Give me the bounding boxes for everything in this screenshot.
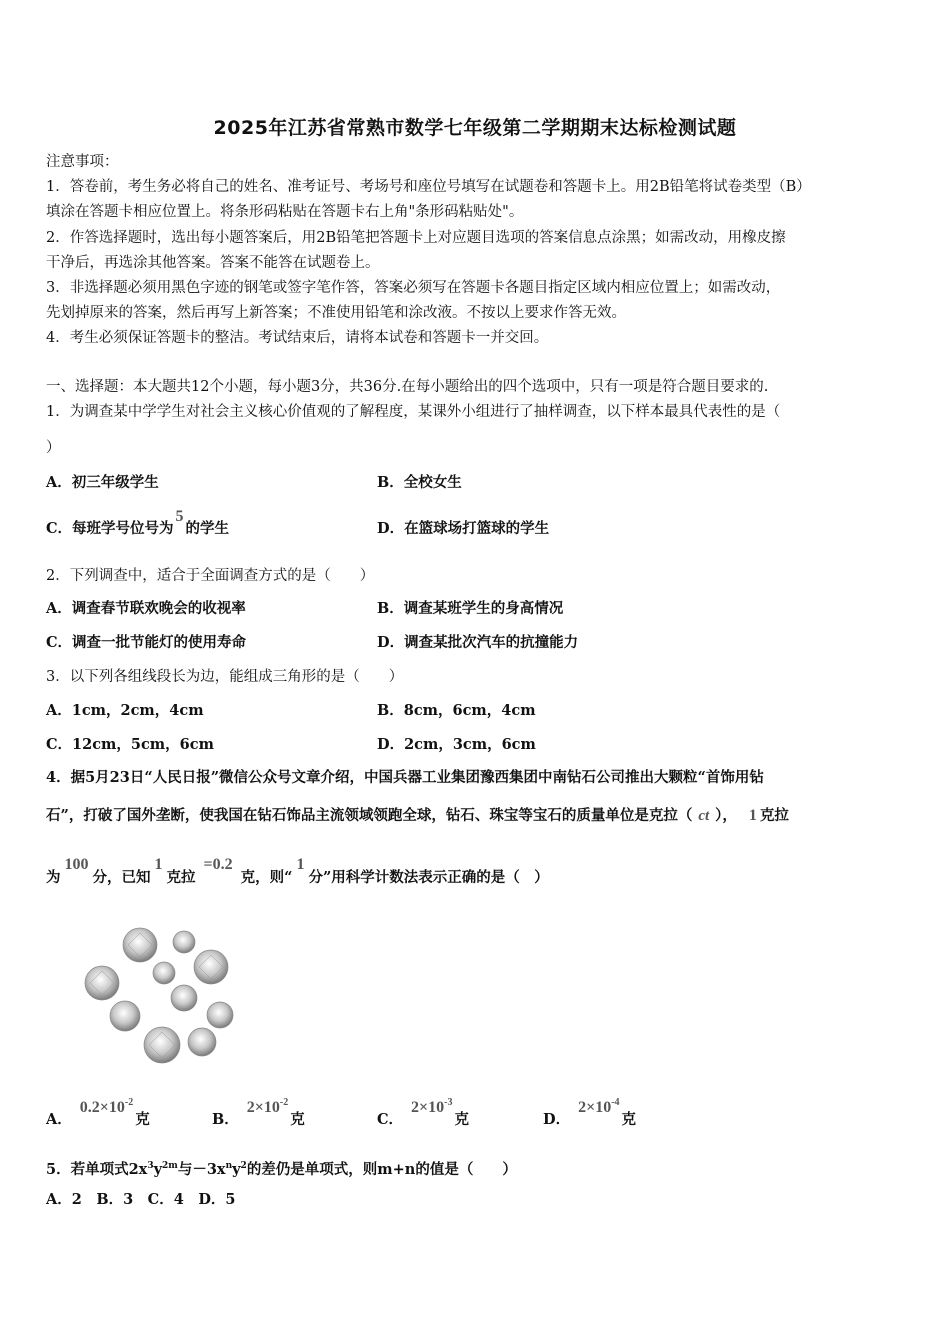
diamond xyxy=(188,1028,216,1056)
option-value xyxy=(80,1099,133,1116)
stem-text: 石”，打破了国外垄断，使我国在钻石饰品主流领域领跑全球，钻石、珠宝等宝石的质量单位是克拉（ xyxy=(46,807,693,824)
question-3-option-b: B．8cm，6cm，4cm xyxy=(377,702,536,719)
stem-text: 分，已知 xyxy=(92,869,151,886)
question-2-option-b: B．调查某班学生的身高情况 xyxy=(377,600,564,617)
option-c-suffix: 的学生 xyxy=(185,520,230,537)
notice-item-2: 2．作答选择题时，选出每小题答案后，用2B铅笔把答题卡上对应题目选项的答案信息点涂黑；如需改动，用橡皮擦 xyxy=(46,230,786,246)
carat-symbol: ct xyxy=(698,808,710,824)
stem-text: ）， xyxy=(715,807,737,824)
option-value xyxy=(578,1099,619,1116)
option-label: A． xyxy=(46,1111,72,1128)
question-1-option-c xyxy=(46,508,230,539)
question-3-stem: 3．以下列各组线段长为边，能组成三角形的是（ ） xyxy=(46,669,404,685)
option-label: B． xyxy=(212,1111,239,1128)
option-value xyxy=(247,1099,288,1116)
one-value: 1 xyxy=(154,856,163,873)
notice-heading: 注意事项： xyxy=(46,154,119,170)
option-c-number: 5 xyxy=(175,508,184,525)
option-c-prefix: C．每班学号位号为 xyxy=(46,520,174,537)
question-4-stem-line3 xyxy=(46,856,549,888)
stem-text: 为 xyxy=(46,869,61,886)
question-1-stem-cont: ） xyxy=(46,440,61,456)
diamonds-image xyxy=(80,922,240,1067)
stem-text: 克，则“ xyxy=(240,869,293,886)
equals-value: =0.2 xyxy=(203,856,233,873)
section-heading: 一、选择题：本大题共12个小题，每小题3分，共36分.在每小题给出的四个选项中，只有一项是符合题目要求的. xyxy=(46,379,769,395)
notice-item-2-cont: 干净后，再选涂其他答案。答案不能答在试题卷上。 xyxy=(46,255,380,271)
option-value xyxy=(411,1099,452,1116)
stem-text: 5．若单项式2x xyxy=(46,1160,148,1178)
option-label: C． xyxy=(377,1111,404,1128)
notice-item-4: 4．考生必须保证答题卡的整洁。考试结束后，请将本试卷和答题卡一并交回。 xyxy=(46,330,549,346)
page-title: 2025年江苏省常熟市数学七年级第二学期期末达标检测试题 xyxy=(213,117,737,139)
notice-item-1: 1．答卷前，考生务必将自己的姓名、准考证号、考场号和座位号填写在试题卷和答题卡上。用2B铅笔将试卷类型（B） xyxy=(46,179,811,195)
notice-item-3-cont: 先划掉原来的答案，然后再写上新答案；不准使用铅笔和涂改液。不按以上要求作答无效。 xyxy=(46,305,626,321)
exponent: n xyxy=(225,1161,233,1171)
option-unit: 克 xyxy=(454,1111,470,1128)
diamond xyxy=(153,962,175,984)
question-5-options: A．2 B．3 C．4 D．5 xyxy=(46,1191,236,1208)
option-exponent: -2 xyxy=(124,1097,134,1108)
question-5-stem xyxy=(46,1156,517,1180)
question-1-stem: 1．为调查某中学学生对社会主义核心价值观的了解程度，某课外小组进行了抽样调查，以下样本最具代表性的是（ xyxy=(46,404,781,420)
option-exponent: -4 xyxy=(611,1097,620,1108)
diamond xyxy=(144,1027,180,1063)
one-value: 1 xyxy=(296,856,305,873)
question-2-option-a: A．调查春节联欢晚会的收视率 xyxy=(46,600,246,617)
exponent: 2 xyxy=(240,1161,247,1171)
notice-item-1-cont: 填涂在答题卡相应位置上。将条形码粘贴在答题卡右上角"条形码粘贴处"。 xyxy=(46,204,524,220)
notice-item-3: 3．非选择题必须用黑色字迹的钢笔或签字笔作答，答案必须写在答题卡各题目指定区域内相应位置上；如需改动， xyxy=(46,280,781,296)
option-label: D． xyxy=(543,1111,571,1128)
option-base: 2×10 xyxy=(411,1099,445,1116)
option-base: 2×10 xyxy=(246,1099,280,1116)
question-4-stem: 4．据5月23日“人民日报”微信公众号文章介绍，中国兵器工业集团豫西集团中南钻石公司推出大颗粒“首饰用钻 xyxy=(46,769,764,786)
question-2-stem: 2．下列调查中，适合于全面调查方式的是（ ） xyxy=(46,568,375,584)
diamond xyxy=(173,931,195,953)
diamond xyxy=(110,1001,140,1031)
stem-text: 的差仍是单项式，则m+n的值是（ ） xyxy=(246,1160,517,1178)
one-value: 1 xyxy=(748,807,757,824)
question-2-option-d: D．调查某批次汽车的抗撞能力 xyxy=(377,634,579,651)
stem-text: 克拉 xyxy=(166,869,196,886)
question-1-option-d: D．在篮球场打篮球的学生 xyxy=(377,520,550,537)
question-3-option-a: A．1cm，2cm，4cm xyxy=(46,702,204,719)
question-2-option-c: C．调查一批节能灯的使用寿命 xyxy=(46,634,247,651)
stem-text: y xyxy=(153,1160,163,1178)
option-unit: 克 xyxy=(621,1111,637,1128)
option-base: 2×10 xyxy=(578,1099,612,1116)
option-base: 0.2×10 xyxy=(79,1099,125,1116)
exponent: 3 xyxy=(147,1161,154,1171)
option-unit: 克 xyxy=(290,1111,305,1128)
hundred-value: 100 xyxy=(64,856,89,873)
stem-text: y xyxy=(232,1160,241,1178)
option-exponent: -3 xyxy=(444,1097,453,1108)
question-3-option-d: D．2cm，3cm，6cm xyxy=(377,736,536,753)
stem-text: 克拉 xyxy=(759,807,789,824)
diamond xyxy=(171,985,197,1011)
question-1-option-a: A．初三年级学生 xyxy=(46,474,159,491)
option-exponent: -2 xyxy=(279,1097,289,1108)
question-1-option-b: B．全校女生 xyxy=(377,474,462,491)
question-3-option-c: C．12cm，5cm，6cm xyxy=(46,736,214,753)
stem-text: 分”用科学计数法表示正确的是（ ） xyxy=(308,869,549,886)
question-4-stem-line2 xyxy=(46,806,789,826)
exponent: 2m xyxy=(162,1161,178,1171)
diamond xyxy=(207,1002,233,1028)
stem-text: 与－3x xyxy=(177,1160,226,1178)
option-unit: 克 xyxy=(135,1111,150,1128)
